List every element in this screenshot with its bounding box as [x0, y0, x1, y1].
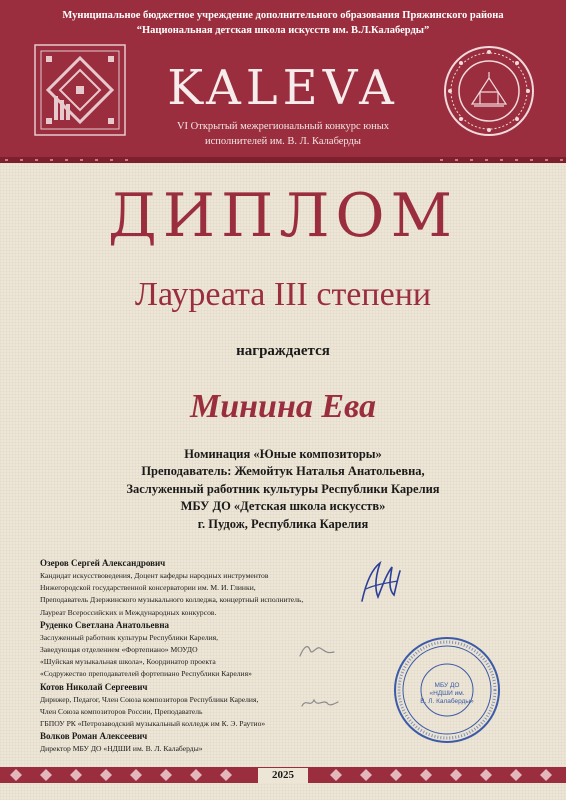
organization-line-1: Муниципальное бюджетное учреждение дополнительного образования Пряжинского района — [62, 10, 504, 21]
jury-member-name: Руденко Светлана Анатольевна — [40, 619, 170, 630]
signature-icon — [296, 640, 338, 662]
jury-member-detail: ГБПОУ РК «Петрозаводский музыкальный колледж им К. Э. Раутио» — [40, 719, 266, 729]
jury-member-detail: Член Союза композиторов России, Преподаватель — [40, 706, 203, 716]
jury-member-detail: Кандидат искусствоведения, Доцент кафедры народных инструментов — [40, 571, 269, 580]
jury-member-detail: Преподаватель Дзержинского музыкального колледжа, концертный исполнитель, — [40, 595, 304, 605]
year-label: 2025 — [258, 768, 308, 783]
jury-member-detail: «Содружество преподавателей фортепиано Республики Карелия» — [40, 669, 252, 679]
official-stamp-icon — [392, 635, 502, 745]
diploma-title: ДИПЛОМ — [107, 181, 459, 251]
info-line: Преподаватель: Жемойтук Наталья Анатольевна, — [141, 464, 425, 479]
jury-member-detail: Директор МБУ ДО «НДШИ им. В. Л. Калаберды» — [40, 744, 203, 754]
svg-text:МБУ ДО: МБУ ДО — [434, 682, 460, 689]
awarded-label: награждается — [236, 343, 330, 359]
ornament-logo-icon — [34, 44, 126, 136]
jury-member-detail: Дирижер, Педагог, Член Союза композиторов Республики Карелия, — [40, 694, 259, 704]
jury-member-name: Озеров Сергей Александрович — [40, 558, 166, 568]
signature-icon — [356, 553, 404, 609]
contest-line-2: исполнителей им. В. Л. Калаберды — [205, 136, 361, 147]
info-line: МБУ ДО «Детская школа искусств» — [180, 499, 386, 514]
kaleva-logo: KALEVA — [167, 60, 399, 116]
jury-member-detail: Нижегородской государственной консерватории им. М. И. Глинки, — [40, 583, 256, 593]
emblem-icon — [442, 44, 536, 138]
ornament-border-band — [0, 157, 566, 163]
svg-text:В. Л. Калаберды»: В. Л. Калаберды» — [420, 698, 474, 705]
header-banner — [0, 0, 566, 163]
jury-member-name: Волков Роман Алексеевич — [40, 731, 148, 742]
jury-member-detail: Заслуженный работник культуры Республики Карелия, — [40, 632, 219, 642]
jury-member-name: Котов Николай Сергеевич — [40, 681, 148, 692]
jury-member-detail: Заведующая отделением «Фортепиано» МОУДО — [40, 645, 198, 655]
info-line: г. Пудож, Республика Карелия — [197, 516, 369, 531]
recipient-name: Минина Ева — [190, 388, 376, 425]
nomination-info — [0, 446, 566, 533]
jury-member-detail: «Шуйская музыкальная школа», Координатор проекта — [40, 657, 216, 667]
info-line: Заслуженный работник культуры Республики Карелия — [126, 481, 440, 496]
signature-icon — [298, 694, 340, 712]
laureate-degree: Лауреата III степени — [134, 276, 432, 313]
contest-line-1: VI Открытый межрегиональный конкурс юных — [176, 121, 390, 132]
info-line: Номинация «Юные композиторы» — [184, 447, 382, 461]
jury-member-detail: Лауреат Всероссийских и Международных конкурсов. — [40, 607, 217, 617]
svg-text:«НДШИ им.: «НДШИ им. — [429, 690, 465, 697]
organization-line-2: “Национальная детская школа искусств им. В.Л.Калаберды” — [136, 25, 430, 36]
